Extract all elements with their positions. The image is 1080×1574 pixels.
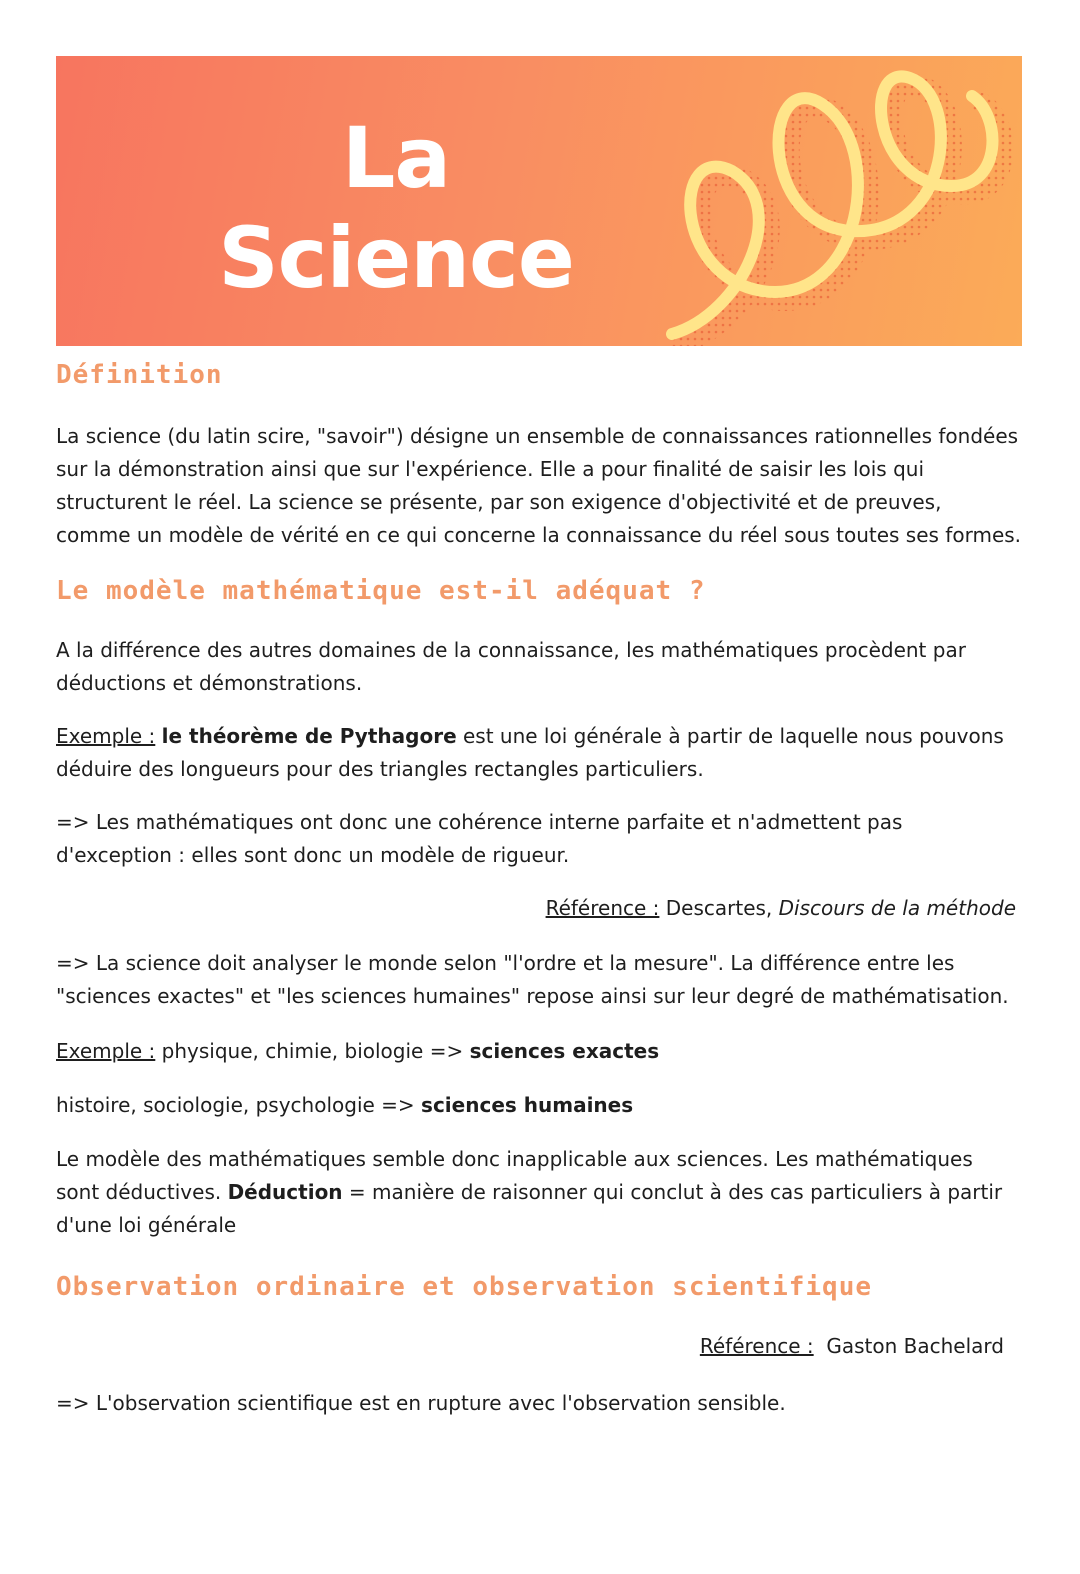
- deduction-text-end: = manière de raisonner qui conclut à des cas particuliers à partir d'une loi générale: [56, 1180, 1003, 1237]
- reference-label: Référence :: [545, 896, 660, 920]
- definition-text: La science (du latin scire, "savoir") désigne un ensemble de connaissances rationnelles fondées sur la démonstration ainsi que sur l'expérience. Elle a pour finalité de saisir les lois qui structurent le réel. La science se présente, par son exigence d'objectivité et de preuves, comme un modèle de vérité en ce qui concerne la connaissance du réel sous toutes ses formes.: [56, 424, 1022, 547]
- descartes-reference: [56, 892, 1022, 925]
- reference-work: Discours de la méthode: [778, 896, 1016, 920]
- page-title: [216, 108, 576, 308]
- definition-section: [56, 360, 1022, 552]
- math-conclusion: => Les mathématiques ont donc une cohérence interne parfaite et n'admettent pas d'exception : elles sont donc un modèle de rigueur.: [56, 810, 903, 867]
- exact-sciences-list: physique, chimie, biologie =>: [155, 1039, 470, 1063]
- math-section: [56, 576, 1022, 1242]
- deduction-text-start: Le modèle des mathématiques semble donc inapplicable aux sciences. Les mathématiques sont déductives.: [56, 1147, 973, 1204]
- math-intro: A la différence des autres domaines de la connaissance, les mathématiques procèdent par déductions et démonstrations.: [56, 638, 966, 695]
- reference-author: Descartes,: [659, 896, 779, 920]
- title-banner: [56, 56, 1022, 346]
- pythagore-bold: le théorème de Pythagore: [161, 724, 457, 748]
- bachelard-reference: [56, 1330, 1022, 1363]
- observation-section: [56, 1272, 1022, 1420]
- definition-heading: Définition: [56, 360, 223, 390]
- example-label-2: Exemple :: [56, 1039, 156, 1063]
- spiral-icon: [662, 56, 1022, 346]
- exact-sciences-example: [56, 1035, 1022, 1068]
- exact-sciences-bold: sciences exactes: [469, 1039, 660, 1063]
- example-paragraph: [56, 720, 1022, 786]
- example-label: Exemple :: [56, 724, 156, 748]
- math-heading: Le modèle mathématique est-il adéquat ?: [56, 576, 706, 606]
- deduction-paragraph: [56, 1143, 1022, 1242]
- observation-heading: Observation ordinaire et observation scientifique: [56, 1272, 873, 1302]
- deduction-bold: Déduction: [227, 1180, 343, 1204]
- human-sciences-example: [56, 1089, 1022, 1122]
- observation-text: => L'observation scientifique est en rupture avec l'observation sensible.: [56, 1391, 786, 1415]
- page-title-line-1: La: [341, 109, 451, 207]
- order-paragraph: => La science doit analyser le monde selon "l'ordre et la mesure". La différence entre les "sciences exactes" et "les sciences humaines" repose ainsi sur leur degré de mathématisation.: [56, 951, 1009, 1008]
- document-body: [56, 360, 1022, 1420]
- example-text: est une loi générale à partir de laquelle nous pouvons déduire des longueurs pour des triangles rectangles particuliers.: [56, 724, 1004, 781]
- human-sciences-list: histoire, sociologie, psychologie =>: [56, 1093, 422, 1117]
- reference-author-2: Gaston Bachelard: [813, 1334, 1004, 1358]
- reference-label-2: Référence :: [699, 1334, 814, 1358]
- human-sciences-bold: sciences humaines: [421, 1093, 634, 1117]
- page-title-line-2: Science: [218, 209, 574, 307]
